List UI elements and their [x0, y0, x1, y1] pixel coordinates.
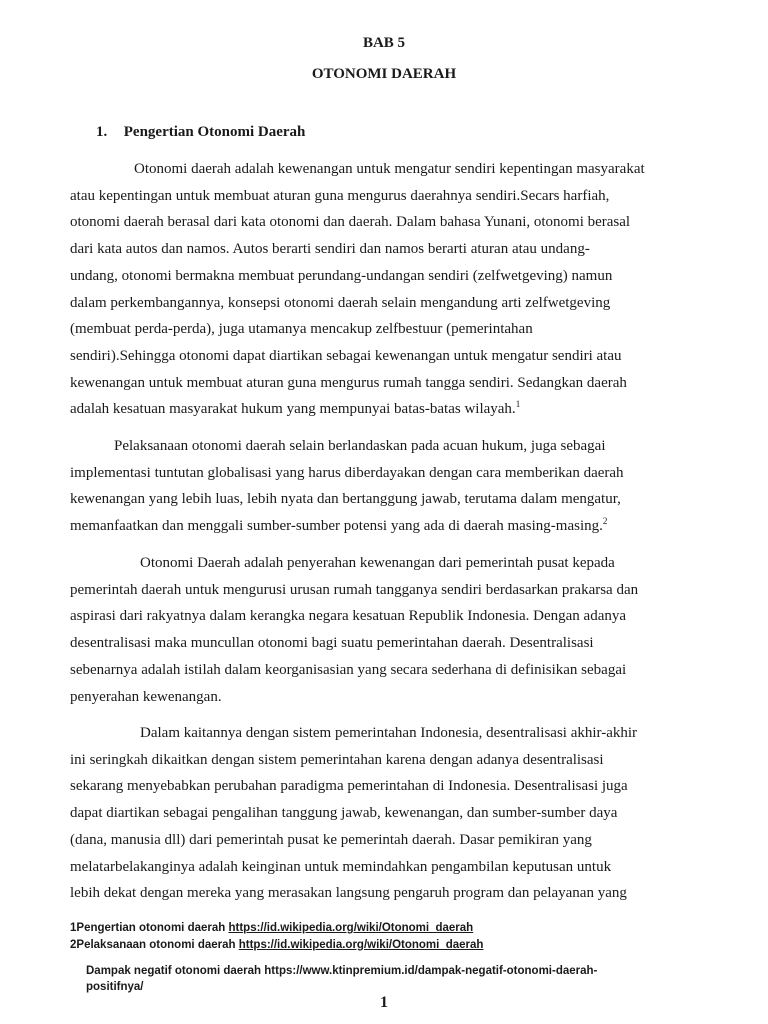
page-number: 1 [380, 994, 388, 1011]
chapter-title: OTONOMI DAERAH [311, 66, 457, 82]
footnote-ref-1[interactable]: 1 [515, 399, 521, 410]
paragraph-line: penyerahan kewenangan. [70, 688, 222, 705]
paragraph-line: lebih dekat dengan mereka yang merasakan langsung pengaruh program dan pelayanan yang [70, 885, 627, 902]
chapter-number: BAB 5 [362, 35, 406, 51]
footnote-link[interactable]: https://id.wikipedia.org/wiki/Otonomi_daerah [238, 939, 484, 951]
footnote-link[interactable]: https://id.wikipedia.org/wiki/Otonomi_daerah [228, 922, 474, 934]
paragraph-line: dalam perkembangannya, konsepsi otonomi daerah selain mengandung arti zelfwetgeving [70, 294, 611, 311]
paragraph-line: Pelaksanaan otonomi daerah selain berlandaskan pada acuan hukum, juga sebagai [114, 438, 606, 454]
paragraph-text: adalah kesatuan masyarakat hukum yang mempunyai batas-batas wilayah. [70, 401, 516, 418]
paragraph-line: (dana, manusia dll) dari pemerintah pusat ke pemerintah daerah. Dasar pemikiran yang [70, 831, 592, 848]
section-number: 1. [96, 124, 108, 140]
paragraph-line: otonomi daerah berasal dari kata otonomi dan daerah. Dalam bahasa Yunani, otonomi berasal [70, 214, 631, 231]
paragraph-line-last [70, 396, 700, 423]
paragraph-line: desentralisasi maka muncullan otonomi bagi suatu pemerintahan daerah. Desentralisasi [70, 635, 594, 652]
paragraph-line: ini seringkah dikaitkan dengan sistem pemerintahan karena dengan adanya desentralisasi [70, 751, 604, 768]
paragraph-line: sendiri).Sehingga otonomi dapat diartikan sebagai kewenangan untuk mengatur sendiri atau [70, 347, 622, 364]
footnote-text: 2Pelaksanaan otonomi daerah [70, 939, 239, 951]
paragraph-line: undang, otonomi bermakna membuat perundang-undangan sendiri (zelfwetgeving) namun [70, 267, 613, 284]
paragraph-line: implementasi tuntutan globalisasi yang harus diberdayakan dengan cara memberikan daerah [70, 464, 624, 481]
paragraph-line: sebenarnya adalah istilah dalam keorganisasian yang secara sederhana di definisikan sebagai [70, 661, 627, 678]
paragraph-line: aspirasi dari rakyatnya dalam kerangka negara kesatuan Republik Indonesia. Dengan adanya [70, 608, 627, 625]
footnote-ref-2[interactable]: 2 [602, 516, 608, 527]
paragraph-text: memanfaatkan dan menggali sumber-sumber potensi yang ada di daerah masing-masing. [70, 518, 603, 535]
footnotes [70, 920, 710, 954]
paragraph-line: dapat diartikan sebagai pengalihan tanggung jawab, kewenangan, dan sumber-sumber daya [70, 805, 618, 822]
footnote-2 [70, 937, 710, 954]
paragraph-line: melatarbelakanginya adalah keinginan untuk memindahkan pengambilan keputusan untuk [70, 858, 612, 875]
paragraph-line-last [70, 513, 700, 540]
paragraph-4 [70, 720, 700, 907]
paragraph-line: atau kepentingan untuk membuat aturan guna mengurus daerahnya sendiri.Secars harfiah, [70, 187, 610, 204]
paragraph-line: Otonomi Daerah adalah penyerahan kewenangan dari pemerintah pusat kepada [140, 555, 615, 571]
paragraph-1 [70, 156, 700, 423]
section-title: Pengertian Otonomi Daerah [123, 124, 306, 140]
section-heading [96, 124, 305, 141]
paragraph-line: (membuat perda-perda), juga utamanya mencakup zelfbestuur (pemerintahan [70, 321, 533, 338]
paragraph-line: pemerintah daerah untuk mengurusi urusan rumah tangganya sendiri berdasarkan prakarsa dan [70, 581, 639, 598]
paragraph-line: kewenangan yang lebih luas, lebih nyata dan bertanggung jawab, terutama dalam mengatur, [70, 491, 621, 508]
paragraph-line: kewenangan untuk membuat aturan guna mengurus rumah tangga sendiri. Sedangkan daerah [70, 374, 627, 391]
paragraph-line: dari kata autos dan namos. Autos berarti sendiri dan namos berarti aturan atau undang- [70, 241, 590, 258]
footnote-text: 1Pengertian otonomi daerah [70, 922, 229, 934]
extra-note: Dampak negatif otonomi daerah https://www.ktinpremium.id/dampak-negatif-otonomi-daerah-positifnya/ [86, 965, 598, 993]
footnote-1 [70, 920, 710, 937]
paragraph-3 [70, 550, 700, 710]
paragraph-2 [70, 433, 700, 540]
paragraph-line: sekarang menyebabkan perubahan paradigma pemerintahan di Indonesia. Desentralisasi juga [70, 778, 628, 795]
paragraph-line: Otonomi daerah adalah kewenangan untuk mengatur sendiri kepentingan masyarakat [134, 161, 645, 177]
paragraph-line: Dalam kaitannya dengan sistem pemerintahan Indonesia, desentralisasi akhir-akhir [140, 725, 638, 741]
